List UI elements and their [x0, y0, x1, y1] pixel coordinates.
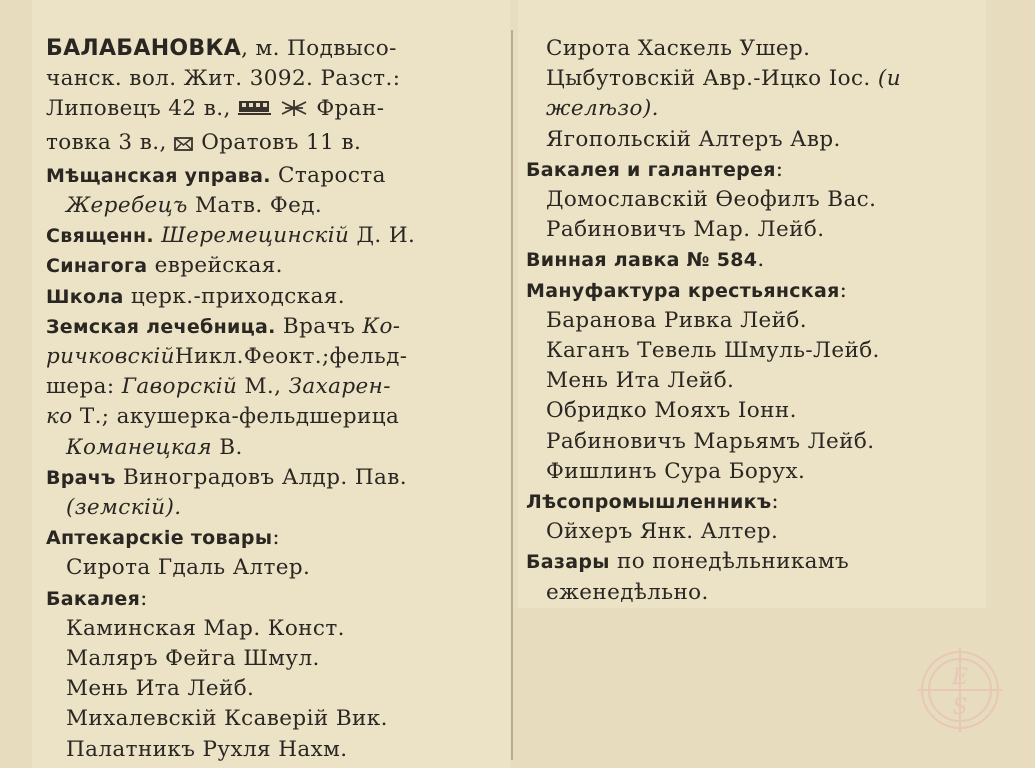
shkola-entry: [46, 282, 510, 312]
town-desc-4a: товка 3 в.,: [46, 129, 167, 155]
list-item: Ягопольскій Алтеръ Авр.: [546, 126, 841, 152]
post-office-icon: [174, 131, 194, 161]
bazary-text-2: еженедѣльно.: [546, 579, 709, 605]
apteka-colon: :: [272, 525, 280, 551]
list-item-note-cont: желѣзо).: [546, 96, 659, 122]
zemskaya-heading: Земская лечебница.: [46, 315, 276, 338]
les-heading: Лѣсопромышленникъ: [526, 491, 772, 514]
list-item: Мень Ита Лейб.: [66, 676, 255, 702]
meshch-uprava-heading: Мѣщанская управа.: [46, 164, 271, 187]
zemskaya-text-3c: М.,: [237, 374, 289, 400]
vrach-note: (земскій).: [66, 495, 182, 521]
vrach-entry: [46, 463, 510, 523]
town-desc-2: чанск. вол. Жит. 3092. Разст.:: [46, 66, 401, 92]
manuf-entry: [526, 276, 986, 487]
list-item: Ойхеръ Янк. Алтер.: [546, 519, 779, 545]
list-item: Михалевскій Ксаверій Вик.: [66, 706, 388, 732]
town-desc-1: , м. Подвысо-: [241, 36, 397, 61]
svyashch-name: Шеремецинскій: [153, 223, 350, 249]
zemskaya-text-1a: Врачъ: [275, 313, 363, 339]
town-desc-3b: Фран-: [316, 96, 385, 122]
right-column: [518, 0, 986, 608]
apteka-entry: [46, 523, 510, 583]
les-colon: :: [771, 489, 780, 515]
manuf-heading: Мануфактура крестьянская: [526, 279, 840, 302]
manuf-colon: :: [839, 277, 848, 303]
svyashch-entry: [46, 221, 510, 251]
bazary-heading: Базары: [526, 551, 610, 574]
zemskaya-text-5a: Команецкая: [66, 434, 213, 460]
zemskaya-text-1b: Ко-: [362, 313, 401, 339]
vrach-text: Виноградовъ Алдр. Пав.: [115, 464, 407, 490]
sinagoga-heading: Синагога: [46, 255, 148, 278]
vinnaya-heading: Винная лавка № 584: [526, 249, 758, 272]
bazary-text: по понедѣльникамъ: [609, 549, 850, 575]
stamp-letter-bottom: S: [952, 695, 968, 720]
vinnaya-entry: [526, 245, 986, 275]
list-item: Мень Ита Лейб.: [546, 368, 735, 394]
town-name: БАЛАБАНОВКА: [46, 36, 242, 61]
les-entry: [526, 487, 986, 547]
bakaleya-heading: Бакалея: [46, 587, 141, 610]
vrach-heading: Врачъ: [46, 466, 116, 489]
continued-entry: [526, 34, 986, 155]
list-item: Обридко Мояхъ Іонн.: [546, 398, 797, 424]
zemskaya-text-2a: ричковскій: [46, 344, 175, 370]
shkola-heading: Школа: [46, 285, 124, 308]
zemskaya-entry: [46, 312, 492, 463]
apteka-heading: Аптекарскіе товары: [46, 527, 273, 550]
stamp-letter-top: E: [951, 665, 969, 690]
meshch-uprava-text: Староста: [270, 162, 386, 188]
zemskaya-text-2b: Никл.Феокт.;фельд-: [174, 344, 408, 370]
zemskaya-text-4b: Т.; акушерка-фельдшерица: [72, 404, 400, 430]
bak-gal-colon: :: [775, 156, 784, 182]
list-item-text: Цыбутовскій Авр.-Ицко Іос.: [546, 66, 871, 92]
list-item: Каганъ Тевель Шмуль-Лейб.: [546, 338, 880, 364]
list-item: Сирота Хаскель Ушер.: [546, 36, 811, 61]
telegraph-icon: [279, 97, 309, 127]
list-item: Домославскій Ѳеофилъ Вас.: [546, 187, 877, 213]
bazary-entry: [526, 547, 972, 607]
sinagoga-text: еврейская.: [147, 253, 283, 279]
bak-gal-heading: Бакалея и галантерея: [526, 158, 776, 181]
meshch-uprava-name: Жеребецъ: [66, 193, 188, 219]
list-item: Фишлинъ Сура Борух.: [546, 458, 806, 484]
list-item: Сирота Гдаль Алтер.: [66, 555, 311, 581]
column-divider: [511, 30, 513, 760]
svyashch-heading: Священн.: [46, 225, 154, 248]
zemskaya-text-3a: шера:: [46, 374, 122, 400]
town-desc-4b: Оратовъ 11 в.: [201, 129, 362, 155]
shkola-text: церк.-приходская.: [123, 283, 345, 309]
list-item: Палатникъ Рухля Нахм.: [66, 736, 348, 762]
bakaleya-colon: :: [140, 585, 148, 611]
list-item: Рабиновичъ Мар. Лейб.: [546, 217, 825, 243]
sinagoga-entry: [46, 251, 510, 281]
list-item: Каминская Мар. Конст.: [66, 615, 345, 641]
bak-gal-entry: [526, 155, 986, 246]
zemskaya-text-3b: Гаворскій: [121, 374, 238, 400]
watermark-stamp: [918, 648, 1002, 732]
zemskaya-text-4a: ко: [46, 404, 73, 430]
svyashch-rest: Д. И.: [349, 223, 416, 249]
meshch-uprava-rest: Матв. Фед.: [187, 193, 323, 219]
left-column: [32, 0, 510, 768]
town-entry: [46, 34, 492, 161]
meshch-uprava-entry: [46, 161, 492, 221]
town-desc-3a: Липовецъ 42 в.,: [46, 96, 231, 122]
list-item: Маляръ Фейга Шмул.: [66, 646, 320, 672]
bakaleya-entry: [46, 584, 510, 765]
list-item: [526, 64, 986, 94]
zemskaya-text-5b: В.: [212, 434, 243, 460]
list-item-note: (и: [870, 66, 901, 92]
list-item: Рабиновичъ Марьямъ Лейб.: [546, 428, 875, 454]
zemskaya-text-3d: Захарен-: [288, 374, 391, 400]
vinnaya-dot: .: [757, 247, 765, 273]
railway-station-icon: [238, 97, 272, 127]
list-item: Баранова Ривка Лейб.: [546, 307, 807, 333]
